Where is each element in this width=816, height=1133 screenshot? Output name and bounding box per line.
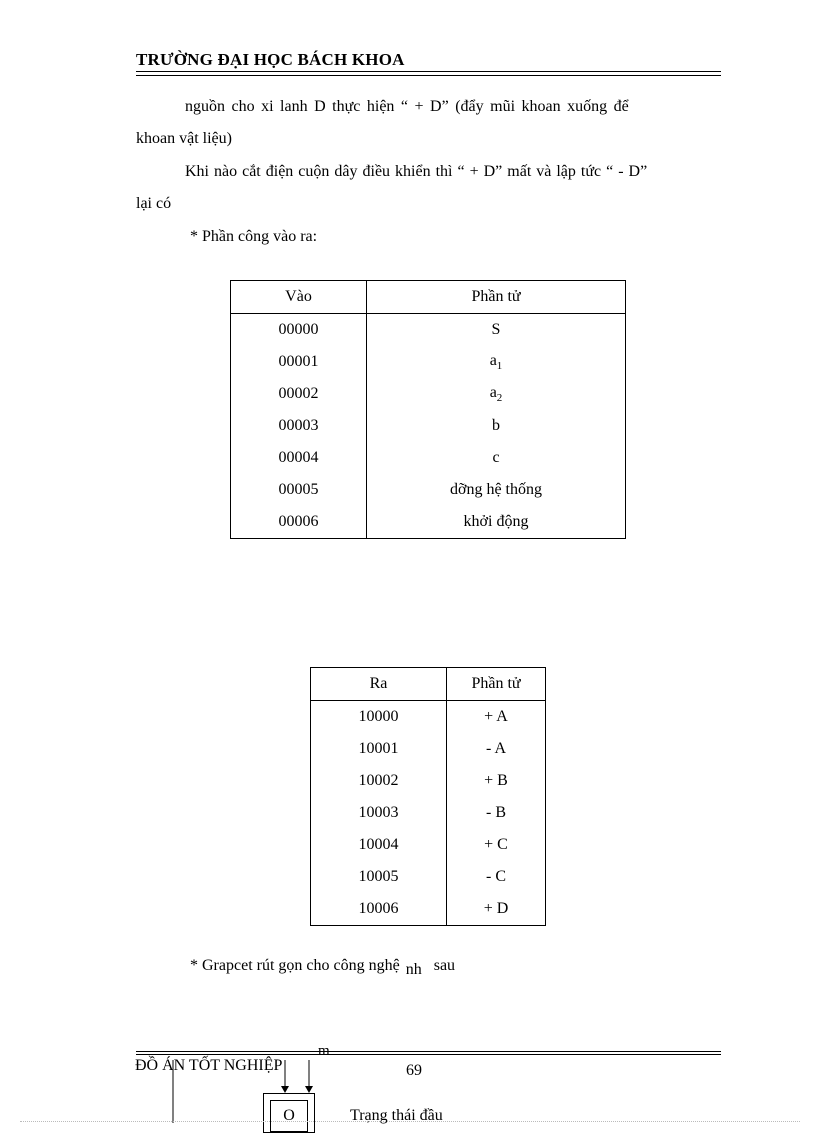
diagram-arrowhead-1: [281, 1086, 289, 1093]
input-table-header-element: Phần tử: [367, 281, 626, 314]
input-address-cell: 00004: [231, 442, 367, 474]
input-address-cell: 00006: [231, 506, 367, 539]
output-table-header-address: Ra: [311, 668, 447, 701]
input-element-subscript: 1: [496, 360, 503, 373]
output-address-cell: 10002: [311, 765, 447, 797]
output-element-cell: + A: [447, 701, 546, 734]
grafcet-heading-fragment: nh: [405, 961, 422, 978]
output-address-cell: 10001: [311, 733, 447, 765]
grafcet-heading-end: sau: [433, 957, 456, 974]
paragraph-1-line-2: khoan vật liệu): [136, 130, 232, 147]
input-element-text: dỡng hệ thống: [449, 481, 542, 498]
input-element-text: S: [491, 321, 501, 338]
page-bottom-dotted-line: [20, 1121, 800, 1122]
diagram-arrowhead-2: [305, 1086, 313, 1093]
io-heading: * Phần công vào ra:: [190, 228, 318, 245]
output-address-cell: 10003: [311, 797, 447, 829]
grafcet-heading-main: * Grapcet rút gọn cho công nghệ: [190, 957, 400, 974]
paragraph-2-line-1: Khi nào cắt điện cuộn dây điều khiển thì “ + D” mất và lập tức “ - D”: [185, 163, 648, 180]
input-address-cell: 00005: [231, 474, 367, 506]
input-address-cell: 00002: [231, 378, 367, 410]
output-address-cell: 10004: [311, 829, 447, 861]
input-element-text: b: [492, 417, 500, 434]
paragraph-1-line-1: nguồn cho xi lanh D thực hiện “ + D” (đẩy mũi khoan xuống để: [185, 98, 629, 115]
input-address-cell: 00003: [231, 410, 367, 442]
input-element-text: a: [489, 351, 497, 369]
output-element-cell: - A: [447, 733, 546, 765]
input-table-header-address: Vào: [231, 281, 367, 314]
input-element-text: c: [492, 449, 500, 466]
output-element-cell: - C: [447, 861, 546, 893]
paragraph-2-line-2: lại có: [136, 195, 172, 212]
header-title: TRƯỜNG ĐẠI HỌC BÁCH KHOA: [136, 50, 405, 69]
input-element-text: a: [489, 383, 497, 401]
input-address-cell: 00001: [231, 346, 367, 378]
input-element-text: khởi động: [463, 513, 529, 530]
output-element-cell: + D: [447, 893, 546, 926]
output-element-cell: + C: [447, 829, 546, 861]
initial-step-caption: Trạng thái đầu: [350, 1107, 443, 1124]
page-number: 69: [406, 1062, 422, 1079]
output-address-cell: 10005: [311, 861, 447, 893]
output-element-cell: - B: [447, 797, 546, 829]
footer-overlap-text: m: [318, 1043, 330, 1059]
output-address-cell: 10000: [311, 701, 447, 734]
output-table-header-element: Phần tử: [447, 668, 546, 701]
input-element-subscript: 2: [496, 392, 503, 405]
footer-title: ĐỒ ÁN TỐT NGHIỆP: [135, 1057, 283, 1074]
output-address-cell: 10006: [311, 893, 447, 926]
output-element-cell: + B: [447, 765, 546, 797]
input-address-cell: 00000: [231, 314, 367, 347]
initial-step-box: O: [270, 1100, 308, 1132]
